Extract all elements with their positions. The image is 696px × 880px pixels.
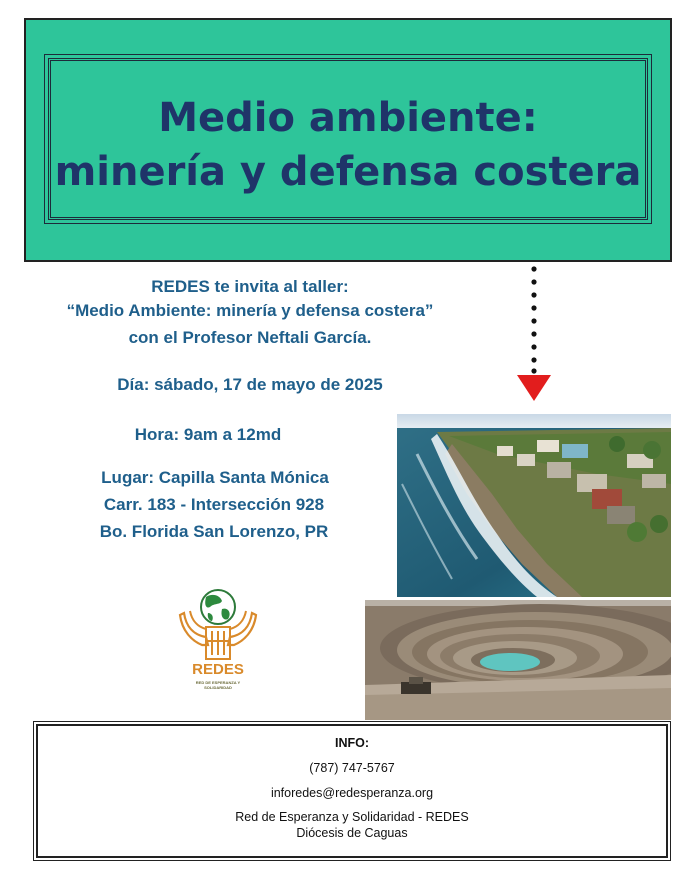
- workshop-title: “Medio Ambiente: minería y defensa costera”: [66, 301, 434, 320]
- event-place: Lugar: Capilla Santa Mónica: [101, 468, 329, 487]
- title-banner: [24, 18, 672, 262]
- info-box: [36, 724, 668, 858]
- event-area: Bo. Florida San Lorenzo, PR: [99, 522, 329, 541]
- logo-wordmark: REDES: [192, 661, 244, 678]
- invitation-intro: REDES te invita al taller:: [151, 277, 349, 296]
- presenter-line: con el Profesor Neftali García.: [128, 328, 372, 347]
- info-email: inforedes@redesperanza.org: [270, 786, 434, 800]
- info-heading: INFO:: [334, 736, 370, 750]
- info-phone: (787) 747-5767: [309, 761, 395, 775]
- event-date: Día: sábado, 17 de mayo de 2025: [117, 375, 383, 394]
- info-organization: Red de Esperanza y Solidaridad - REDES: [235, 810, 469, 824]
- arrow-head-icon: [517, 375, 551, 401]
- redes-logo: [176, 583, 260, 693]
- event-time: Hora: 9am a 12md: [134, 425, 282, 444]
- title-line-1: Medio ambiente:: [158, 95, 538, 141]
- title-frame: [48, 58, 648, 220]
- dotted-arrow-line: [530, 265, 538, 377]
- event-road: Carr. 183 - Intersección 928: [103, 495, 325, 514]
- coastal-erosion-photo: [397, 414, 671, 597]
- info-diocese: Diócesis de Caguas: [296, 826, 408, 840]
- title-line-2: minería y defensa costera: [54, 149, 642, 195]
- logo-tagline: RED DE ESPERANZA Y SOLIDARIDAD: [195, 680, 241, 690]
- open-pit-mine-photo: [365, 600, 671, 720]
